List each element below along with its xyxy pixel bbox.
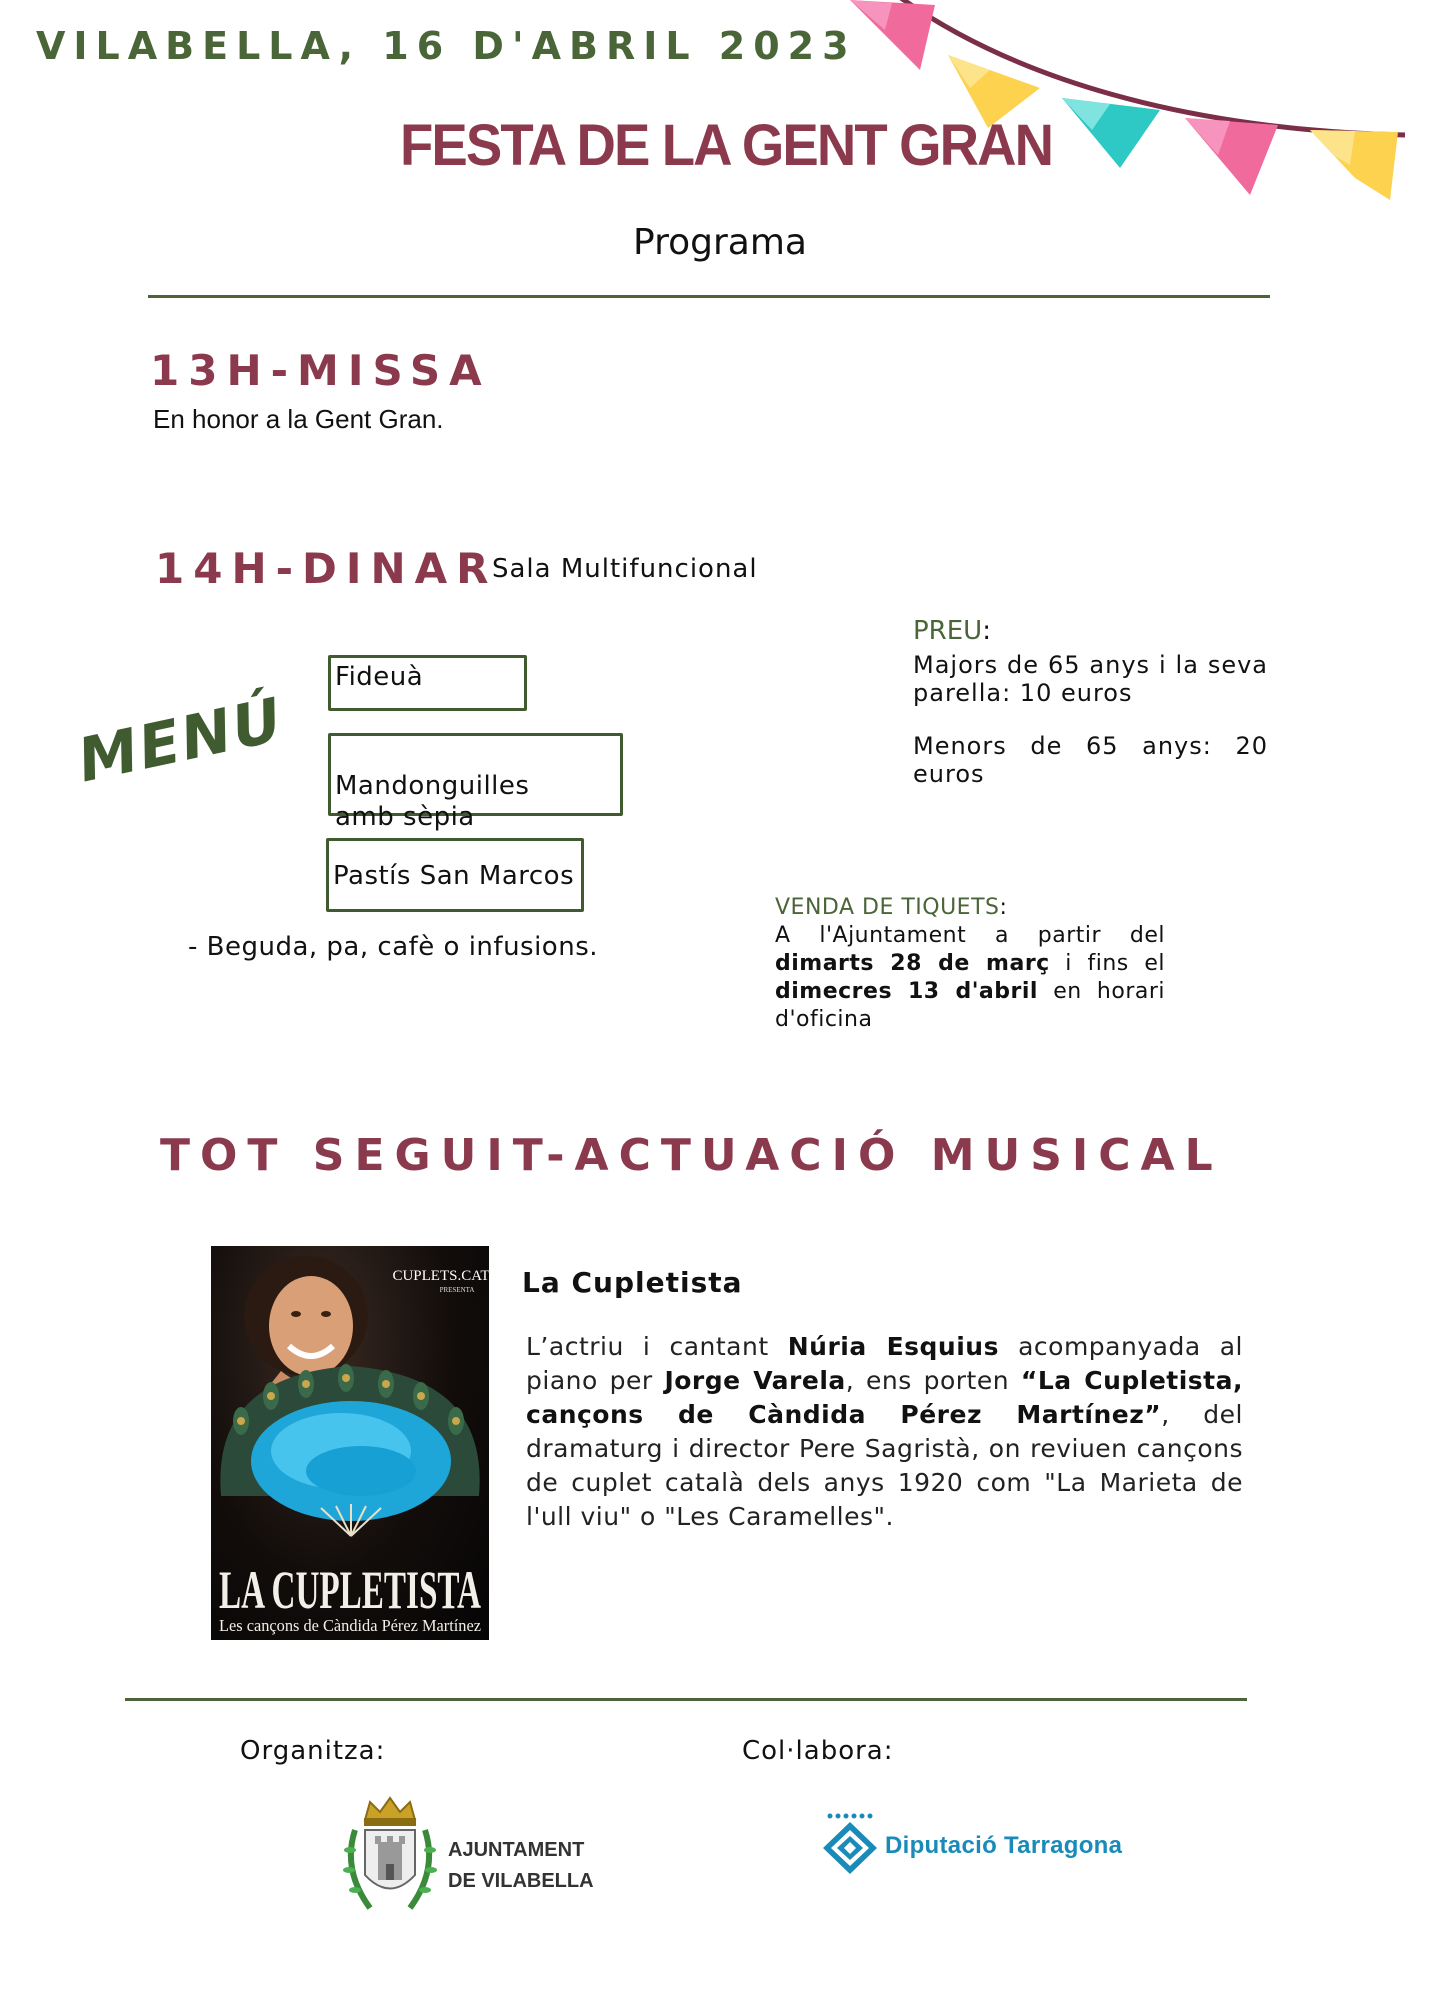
pianist-name: Jorge Varela [664, 1366, 846, 1395]
price-colon: : [982, 616, 991, 646]
header-divider [148, 295, 1270, 298]
menu-item [328, 733, 623, 832]
lunch-place: Sala Multifuncional [492, 554, 758, 584]
tickets-heading [775, 895, 1007, 920]
music-title: TOT SEGUIT-ACTUACIÓ MUSICAL [160, 1130, 1223, 1181]
menu-item-label: Mandonguilles amb sèpia [335, 771, 530, 832]
menu-label: MENÚ [72, 684, 290, 797]
tickets-text: A l'Ajuntament a partir del [775, 923, 1165, 948]
description-text: acompanyada al piano per [526, 1332, 1243, 1395]
description-text: , del dramaturg i director Pere Sagristà, on reviuen cançons de cuplet català dels anys 1920 com "La Marieta de l'ull viu" o "Les Caramelles". [526, 1400, 1243, 1531]
tickets-text: en horari d'oficina [775, 979, 1165, 1032]
collaborator-label: Col·labora: [742, 1736, 894, 1766]
collaborator-name: Diputació Tarragona [885, 1832, 1123, 1859]
poster-presents: PRESENTA [439, 1286, 475, 1294]
tickets-info [775, 922, 1165, 1034]
menu-item [328, 655, 527, 711]
footer-divider [125, 1698, 1247, 1701]
tickets-colon: : [999, 895, 1008, 920]
drinks-note: - Beguda, pa, cafè o infusions. [188, 932, 599, 962]
organizer-label: Organitza: [240, 1736, 386, 1766]
event-title: FESTA DE LA GENT GRAN [400, 113, 1053, 178]
mass-description: En honor a la Gent Gran. [153, 404, 444, 434]
organizer-name [448, 1835, 594, 1897]
poster-title: LA CUPLETISTA [219, 1560, 481, 1620]
poster-brand: CUPLETS.CAT [392, 1268, 490, 1284]
organizer-name-line: AJUNTAMENT [448, 1839, 585, 1861]
tickets-start-date: dimarts 28 de març [775, 951, 1050, 976]
description-text: L’actriu i cantant [526, 1332, 788, 1361]
menu-item-label: Pastís San Marcos [333, 861, 575, 891]
performance-name: La Cupletista [522, 1266, 743, 1299]
performance-description [526, 1330, 1243, 1534]
tickets-end-date: dimecres 13 d'abril [775, 979, 1038, 1004]
mass-title: 13H-MISSA [150, 346, 491, 395]
vilabella-coat-of-arms-logo [340, 1790, 440, 1920]
description-text: , ens porten [845, 1366, 1021, 1395]
tickets-label: VENDA DE TIQUETS [775, 895, 1000, 920]
poster-subtitle: Les cançons de Càndida Pérez Martínez [219, 1616, 482, 1635]
actress-name: Núria Esquius [787, 1332, 999, 1361]
menu-item [326, 838, 584, 912]
price-seniors: Majors de 65 anys i la seva parella: 10 euros [913, 651, 1268, 707]
price-others: Menors de 65 anys: 20 euros [913, 732, 1268, 788]
poster-artwork [211, 1246, 489, 1640]
lunch-title: 14H-DINAR [155, 544, 498, 593]
event-date-location: VILABELLA, 16 D'ABRIL 2023 [36, 24, 857, 68]
organizer-name-line: DE VILABELLA [448, 1870, 594, 1892]
show-poster-image [211, 1246, 489, 1640]
show-title: “La Cupletista, cançons de Càndida Pérez Martínez” [526, 1366, 1243, 1429]
price-heading [913, 616, 991, 646]
price-label: PREU [913, 616, 983, 646]
program-subtitle: Programa [633, 222, 807, 263]
menu-item-label: Fideuà [335, 662, 424, 692]
diputacio-tarragona-logo-icon [822, 1812, 882, 1874]
tickets-text: i fins el [1049, 951, 1165, 976]
